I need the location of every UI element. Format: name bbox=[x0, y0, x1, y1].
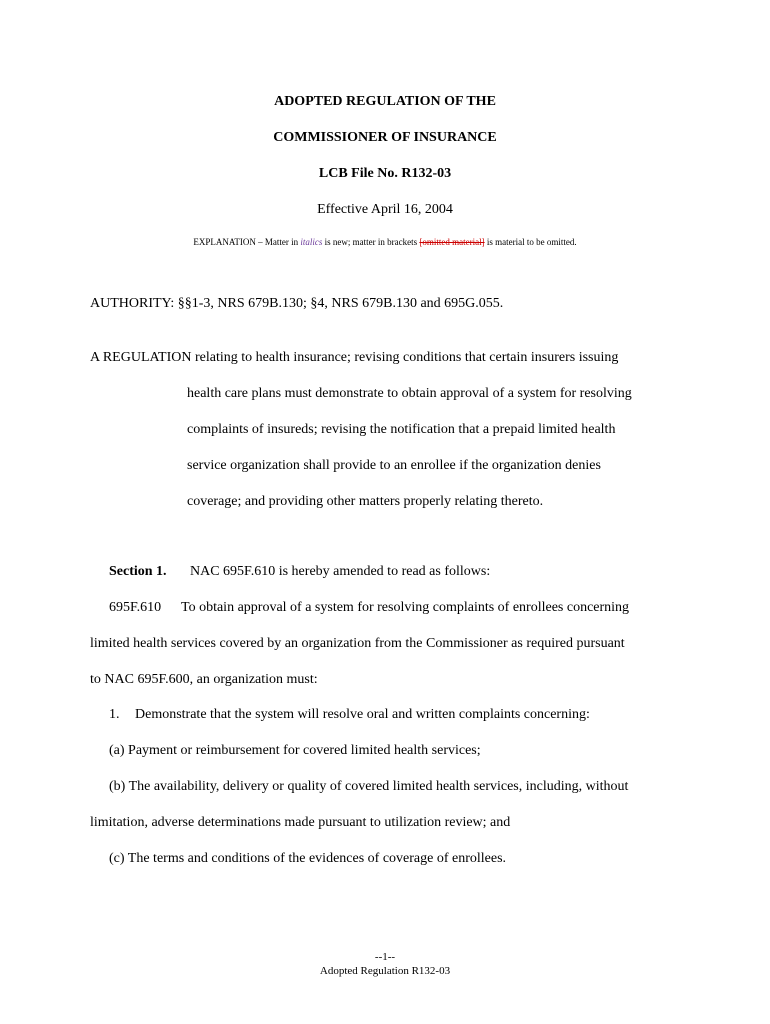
item-1-text: Demonstrate that the system will resolve oral and written complaints concerning: bbox=[135, 707, 590, 722]
item-b-line-1: (b) The availability, delivery or quality of covered limited health services, including, without bbox=[109, 779, 629, 794]
paragraph-line-2: limited health services covered by an organization from the Commissioner as required pursuant bbox=[90, 636, 625, 651]
item-1-number: 1. bbox=[109, 707, 120, 722]
regulation-line-5: coverage; and providing other matters properly relating thereto. bbox=[187, 494, 544, 509]
item-a: (a) Payment or reimbursement for covered limited health services; bbox=[109, 743, 481, 758]
page-number: --1-- bbox=[374, 951, 396, 963]
regulation-line-1: A REGULATION relating to health insurance; revising conditions that certain insurers issuing bbox=[90, 350, 619, 365]
explanation-note bbox=[0, 237, 770, 247]
regulation-line-2: health care plans must demonstrate to obtain approval of a system for resolving bbox=[187, 386, 632, 401]
section-label: Section 1. bbox=[109, 564, 167, 579]
explanation-middle: is new; matter in brackets bbox=[322, 237, 420, 247]
title-line-1: ADOPTED REGULATION OF THE bbox=[274, 94, 496, 109]
title-line-2: COMMISSIONER OF INSURANCE bbox=[273, 130, 497, 145]
explanation-omitted: [omitted material] bbox=[419, 237, 485, 247]
authority-line: AUTHORITY: §§1-3, NRS 679B.130; §4, NRS 679B.130 and 695G.055. bbox=[90, 296, 504, 311]
effective-date: Effective April 16, 2004 bbox=[317, 202, 453, 217]
explanation-italics: italics bbox=[300, 237, 323, 247]
file-number: LCB File No. R132-03 bbox=[318, 166, 452, 181]
regulation-line-4: service organization shall provide to an enrollee if the organization denies bbox=[187, 458, 601, 473]
regulation-line-3: complaints of insureds; revising the notification that a prepaid limited health bbox=[187, 422, 616, 437]
section-text: NAC 695F.610 is hereby amended to read as follows: bbox=[190, 564, 491, 579]
footer-label: Adopted Regulation R132-03 bbox=[319, 965, 451, 977]
paragraph-line-1: To obtain approval of a system for resolving complaints of enrollees concerning bbox=[181, 600, 630, 615]
nac-section-number: 695F.610 bbox=[109, 600, 162, 615]
paragraph-line-3: to NAC 695F.600, an organization must: bbox=[90, 672, 318, 687]
explanation-suffix: is material to be omitted. bbox=[484, 237, 577, 247]
item-c: (c) The terms and conditions of the evidences of coverage of enrollees. bbox=[109, 851, 507, 866]
item-b-line-2: limitation, adverse determinations made pursuant to utilization review; and bbox=[90, 815, 511, 830]
explanation-prefix: EXPLANATION – Matter in bbox=[193, 237, 301, 247]
